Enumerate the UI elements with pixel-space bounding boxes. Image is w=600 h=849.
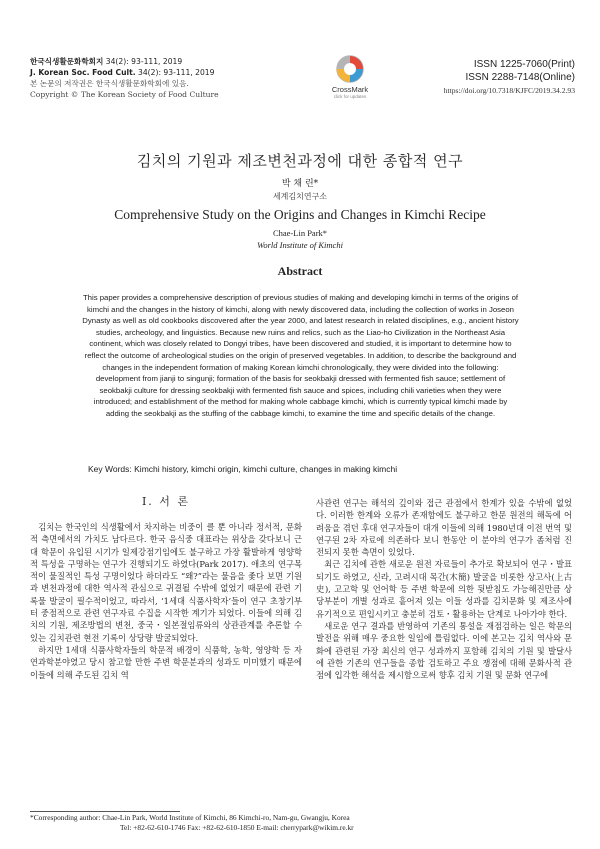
body-paragraph: 최근 김치에 관한 새로운 원전 자료들이 추가로 확보되어 연구・발표되기도 하였고, 신라, 고려시대 목간(木簡) 발굴을 비롯한 상고사(上古史), 고고학 및 언어학 등 주변 학문에 의한 뒷받침도 가능해진만큼 상당부분이 개별 성과로 흩어져 있는 이들 성과를 김치문화 및 제조사에 유기적으로 편입시키고 충분히 검토・활용하는 단계로 나아가야 한다. (316, 559, 572, 619)
institute-english: World Institute of Kimchi (257, 240, 343, 250)
body-right-column (316, 497, 572, 681)
keywords-list: Kimchi history, kimchi origin, kimchi culture, changes in making kimchi (131, 464, 398, 474)
crossmark-sub-label: click for updates (333, 94, 367, 99)
institute-korean: 세계김치연구소 (272, 192, 328, 201)
crossmark-badge[interactable] (322, 54, 378, 99)
footnote (30, 813, 580, 833)
body-paragraph: 사관련 연구는 해석의 깊이와 접근 관점에서 한계가 있을 수밖에 없었다. 이러한 한계와 오류가 존재함에도 불구하고 한문 원전의 해독에 어려움을 겪던 후대 연구자들이 대개 이들에 의해 1980년대 이전 번역 및 연구된 2차 자료에 의존하다 보니 한동안 이 분야의 연구가 좀처럼 진전되지 못한 측면이 있었다. (316, 498, 572, 558)
title-english: Comprehensive Study on the Origins and Changes in Kimchi Recipe (114, 207, 486, 222)
crossmark-icon (335, 54, 365, 84)
copyright-ko: 본 논문의 저작권은 한국식생활문화학회에 있음. (30, 79, 189, 88)
journal-name-ko: 한국식생활문화학회지 34(2): 93-111, 2019 (30, 57, 183, 66)
title-korean: 김치의 기원과 제조변천과정에 대한 종합적 연구 (136, 152, 464, 170)
issn-block (405, 59, 575, 95)
author-korean: 박 채 린* (281, 179, 319, 189)
keywords-label: Key Words: (88, 464, 132, 474)
issn-print: ISSN 1225-7060(Print) (473, 59, 575, 70)
copyright-en: Copyright © The Korean Society of Food Culture (30, 90, 219, 99)
abstract-heading: Abstract (277, 264, 323, 278)
abstract-text: This paper provides a comprehensive description of previous studies of making and developing kimchi in terms of the origins of kimchi and the changes in the history of kimchi, along with newly discovered data, including the collection of works in Joseon Dynasty as well as old cookbooks discovered after the year 2000, and latest research in related disciplines, e.g., ancient history studies, archeology, and linguistics. Because new ruins and relics, such as the Liao-ho Civilization in the Northeast Asia continent, which was closely related to Dongyi tribes, have been discovered and studied, it is important to determine how to reflect the outcome of archeological studies on the origin of preserved vegetables. In addition, to describe the background and changes in the independent formation of making Korean kimchi chronologically, they were divided into the following: development from jianji to singunji; formation of the basis for seokbakji dressed with fermented fish sauce; settlement of seokbakji culture for dressing seokbakji with fermented fish sauce and spices, including chili varieties when they were introduced; and establishment of the method for making whole cabbage kimchi, which is currently typical kimchi made by adding the seokbakji as the stuffing of the cabbage kimchi, to examine the time and specific details of the change. (82, 293, 519, 418)
footnote-corresponding-author: *Corresponding author: Chae-Lin Park, World Institute of Kimchi, 86 Kimchi-ro, Nam-gu, Gwangju, Korea (30, 813, 350, 822)
body-left-column (30, 521, 302, 681)
footnote-divider (30, 811, 180, 812)
body-paragraph: 새로운 연구 결과를 반영하여 기존의 통설을 재점검하는 일은 학문의 발전을 위해 매우 중요한 일임에 틀림없다. 이에 본고는 김치 역사와 문화에 관련된 가장 최신의 연구 성과까지 포함해 김치의 기원 및 발달사에 관한 기존의 연구들을 종합 검토하고 주요 쟁점에 대해 문화사적 관점에 입각한 해석을 제시함으로써 향후 김치 기원 및 문화 연구에 (316, 620, 572, 681)
journal-name-en: J. Korean Soc. Food Cult. 34(2): 93-111, 2019 (30, 68, 215, 77)
journal-header (30, 56, 310, 100)
doi-link[interactable]: https://doi.org/10.7318/KJFC/2019.34.2.93 (443, 86, 575, 95)
author-english: Chae-Lin Park* (272, 228, 328, 238)
footnote-contact: Tel: +82-62-610-1746 Fax: +82-62-610-1850 E-mail: cherrypark@wikim.re.kr (120, 823, 354, 832)
issn-online: ISSN 2288-7148(Online) (465, 71, 575, 83)
body-paragraph: 하지만 1세대 식품사학자들의 학문적 배경이 식품학, 농학, 영양학 등 자연과학분야였고 당시 참고할 만한 주변 학문분과의 성과도 미미했기 때문에 이들에 의해 주도된 김치 역 (30, 644, 302, 680)
keywords (88, 464, 518, 474)
crossmark-label: CrossMark (331, 85, 369, 94)
section-heading-introduction: Ⅰ. 서 론 (141, 495, 191, 508)
body-paragraph: 김치는 한국인의 식생활에서 차지하는 비중이 클 뿐 아니라 정서적, 문화적 측면에서의 가치도 남다르다. 한국 음식중 대표라는 위상을 갖다보니 근대 학문이 유입된 시기가 일제강점기임에도 불구하고 가장 활발하게 영양학적 특성을 구명하는 연구가 진행되기도 하였다(Park 2017). 애초의 연구목적이 물질적인 특성 구명이었다 하더라도 “왜?”라는 물음을 좇다 보면 기원과 변천과정에 대한 역사적 관심으로 귀결될 수밖에 없었기 때문에 관련 기록물 발굴이 필수적이었고, 따라서, ‘1세대 식품사학자’들이 연구 초창기부터 중점적으로 관련 연구자료 수집을 시작한 계기가 되었다. 이들에 의해 김치의 기원, 제조방법의 변천, 중국・일본절임류와의 상관관계를 추론할 수 있는 김치관련 현전 기록이 상당량 발굴되었다. (30, 522, 302, 643)
